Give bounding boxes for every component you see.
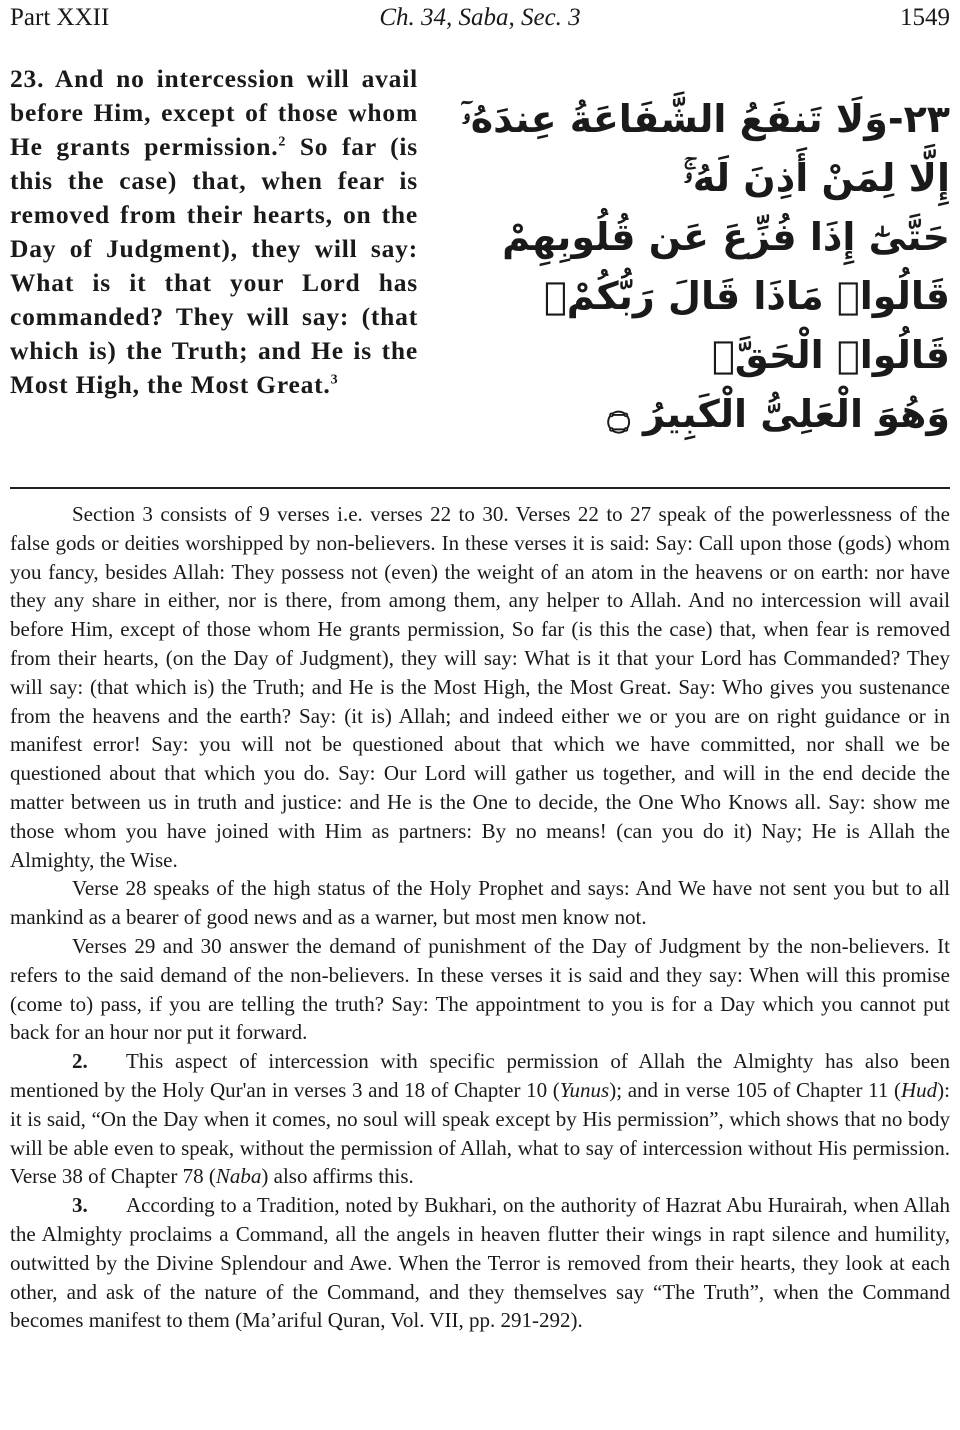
chapter-name: Naba [215,1164,262,1189]
footnote-text: ); and in verse 105 of Chapter 11 ( [609,1077,901,1102]
verse-text-part-2: So far (is this the case) that, when fear is removed from their hearts, on the Day of Judgment), they will say: What is it that your Lord has commanded? They will say: (that which is) the Truth; and He is the Most High, the Most Great. [10,132,418,399]
arabic-line: وَهُوَ الْعَلِىُّ الْكَبِيرُ ۝ [607,392,950,436]
footnote-number: 3. [72,1193,88,1218]
commentary-paragraph: Verse 28 speaks of the high status of the Holy Prophet and says: And We have not sent you but to all mankind as a bearer of good news and as a warner, but most men know not. [10,876,950,930]
commentary [10,500,950,1335]
footnote-ref-3: 3 [330,372,339,388]
footnote-text: According to a Tradition, noted by Bukhari, on the authority of Hazrat Abu Hurairah, when Allah the Almighty proclaims a Command, all the angels in heaven flutter their wings in rapt silence and humility, outwitted by the Divine Splendour and Awe. When the Terror is removed from their hearts, they look at each other, and ask of the nature of the Command, and they themselves say “The Truth”, when the Command becomes manifest to them (Ma’ariful Quran, Vol. VII, pp. 291-292). [10,1193,950,1333]
footnote-ref-2: 2 [278,134,287,150]
footnote-text: ): it is said, “On the Day when it comes, no soul will speak except by His permission”, which shows that no body will be able even to speak, without the permission of Allah, what to say of intercession without His permission. Verse 38 of Chapter 78 ( [10,1077,950,1189]
verse-text-part-1: And no intercession will avail before Him, except of those whom He grants permission. [10,64,418,161]
chapter-name: Hud [901,1077,938,1102]
chapter-title: Ch. 34, Saba, Sec. 3 [379,4,581,31]
footnote-3 [10,1191,950,1335]
arabic-line: حَتَّىٰٓ إِذَا فُزِّعَ عَن قُلُوبِهِمْ [502,215,950,259]
divider-rule [10,487,950,489]
arabic-line: إِلَّا لِمَنْ أَذِنَ لَهُۥۚ [683,156,950,200]
footnote-number: 2. [72,1049,88,1074]
arabic-verse [461,90,950,444]
commentary-paragraph: Verses 29 and 30 answer the demand of punishment of the Day of Judgment by the non-believers. It refers to the said demand of the non-believers. In these verses it is said and they say: When will this promise (come to) pass, if you are telling the truth? Say: The appointment to you is for a Day which you cannot put back for an hour nor put it forward. [10,933,950,1045]
verse-translation [10,62,418,402]
part-label: Part XXII [10,4,110,31]
arabic-line: ٢٣-وَلَا تَنفَعُ الشَّفَاعَةُ عِندَهُۥٓ [461,97,950,141]
arabic-line: قَالُوا۟ الْحَقَّۖ [711,333,950,377]
commentary-paragraph: Section 3 consists of 9 verses i.e. verses 22 to 30. Verses 22 to 27 speak of the powerlessness of the false gods or deities worshipped by non-believers. In these verses it is said: Say: Call upon those (gods) whom you fancy, besides Allah: They possess not (even) the weight of an atom in the heavens or on earth: nor have they any share in either, nor is there, from among them, any helper to Allah. And no intercession will avail before Him, except of those whom He grants permission, So far (is this the case) that, when fear is removed from their hearts, (on the Day of Judgment), they will say: What is it that your Lord has Commanded? They will say: (that which is) the Truth; and He is the Most High, the Most Great. Say: Who gives you sustenance from the heavens and the earth? Say: (it is) Allah; and indeed either we or you are on right guidance or in manifest error! Say: you will not be questioned about that which we have committed, nor shall we be questioned about that which you do. Say: Our Lord will gather us together, and will in the end decide the matter between us in truth and justice: and He is the One to decide, the One Who Knows all. Say: show me those whom you have joined with Him as partners: By no means! (can you do it) Nay; He is Allah the Almighty, the Wise. [10,502,950,872]
verse-number: 23. [10,64,45,93]
chapter-name: Yunus [559,1077,610,1102]
running-header [10,4,950,38]
page-number: 1549 [900,4,950,31]
footnote-text: ) also affirms this. [261,1164,414,1189]
arabic-line: قَالُوا۟ مَاذَا قَالَ رَبُّكُمْۖ [543,274,950,318]
footnote-text: This aspect of intercession with specific permission of Allah the Almighty has also been mentioned by the Holy Qur'an in verses 3 and 18 of Chapter 10 ( [10,1049,950,1102]
footnote-2 [10,1047,950,1191]
